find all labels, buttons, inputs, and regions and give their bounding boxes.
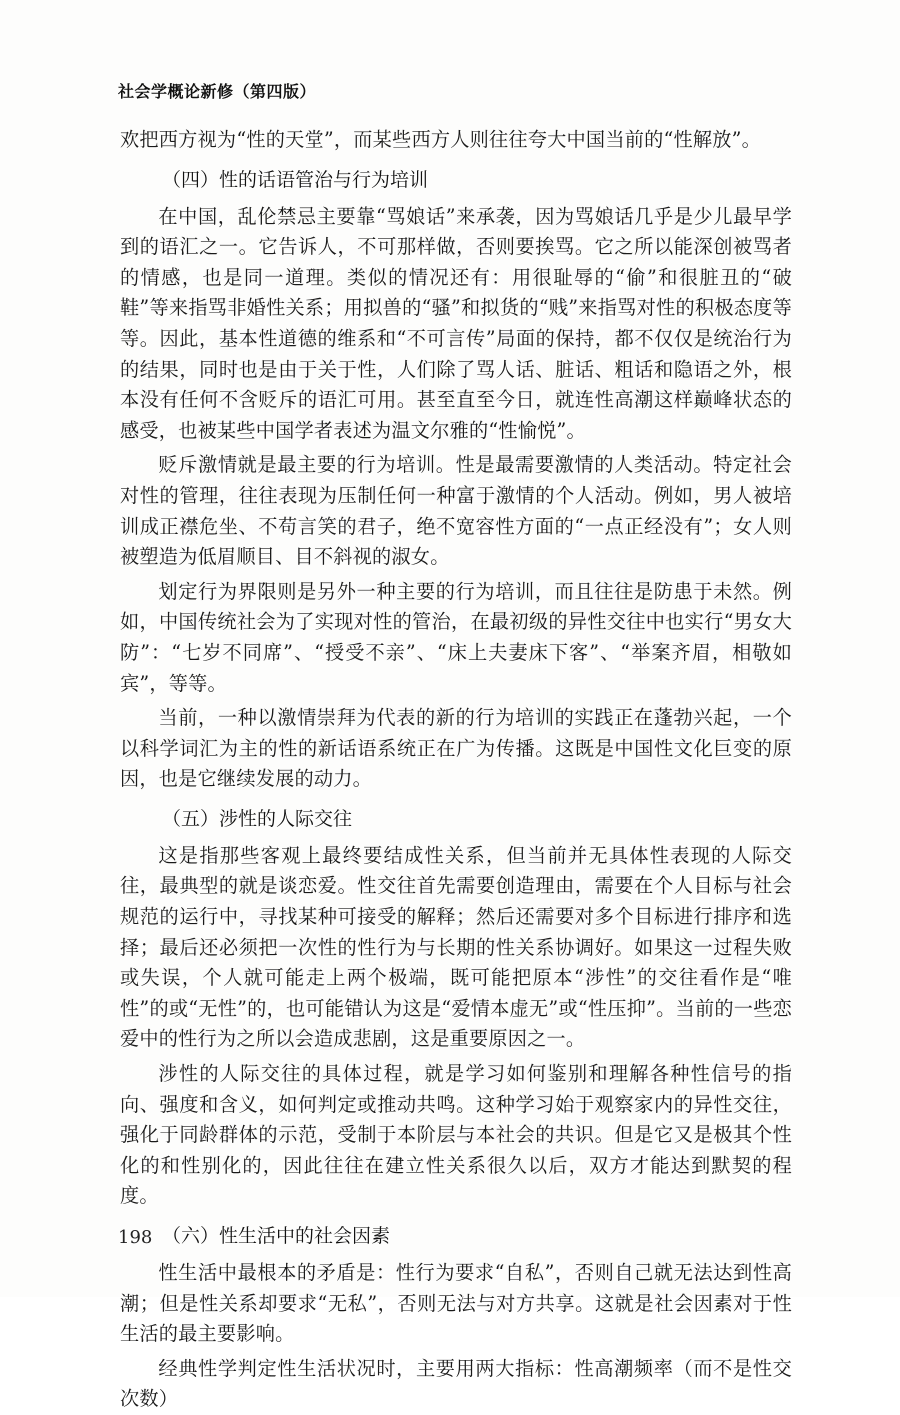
continued-paragraph: 欢把西方视为“性的天堂”，而某些西方人则往往夸大中国当前的“性解放”。 xyxy=(120,128,762,151)
paragraph: 性生活中最根本的矛盾是：性行为要求“自私”，否则自己就无法达到性高潮；但是性关系却要求“无私”，否则无法与对方共享。这就是社会因素对于性生活的最主要影响。 xyxy=(120,1261,792,1346)
paragraph: 在中国，乱伦禁忌主要靠“骂娘话”来承袭，因为骂娘话几乎是少儿最早学到的语汇之一。它告诉人，不可那样做，否则要挨骂。它之所以能深创被骂者的情感，也是同一道理。类似的情况还有：用很耻辱的“偷”和很脏丑的“破鞋”等来指骂非婚性关系；用拟兽的“骚”和拟货的“贱”来指骂对性的积极态度等等。因此，基本性道德的维系和“不可言传”局面的保持，都不仅仅是统治行为的结果，同时也是由于关于性，人们除了骂人话、脏话、粗话和隐语之外，根本没有任何不含贬斥的语汇可用。甚至直至今日，就连性高潮这样巅峰状态的感受，也被某些中国学者表述为温文尔雅的“性愉悦”。 xyxy=(120,204,792,442)
paragraph: 当前，一种以激情崇拜为代表的新的行为培训的实践正在蓬勃兴起，一个以科学词汇为主的性的新话语系统正在广为传播。这既是中国性文化巨变的原因，也是它继续发展的动力。 xyxy=(120,706,792,791)
paragraph: 这是指那些客观上最终要结成性关系，但当前并无具体性表现的人际交往，最典型的就是谈恋爱。性交往首先需要创造理由，需要在个人目标与社会规范的运行中，寻找某种可接受的解释；然后还需要对多个目标进行排序和选择；最后还必须把一次性的性行为与长期的性关系协调好。如果这一过程失败或失误，个人就可能走上两个极端，既可能把原本“涉性”的交往看作是“唯性”的或“无性”的，也可能错认为这是“爱情本虚无”或“性压抑”。当前的一些恋爱中的性行为之所以会造成悲剧，这是重要原因之一。 xyxy=(120,843,792,1051)
page-number: 198 xyxy=(118,1227,153,1248)
section-heading-5: （五）涉性的人际交往 xyxy=(162,807,353,830)
section-heading-4: （四）性的话语管治与行为培训 xyxy=(162,168,429,191)
paragraph: 划定行为界限则是另外一种主要的行为培训，而且往往是防患于未然。例如，中国传统社会为了实现对性的管治，在最初级的异性交往中也实行“男女大防”：“七岁不同席”、“授受不亲”、“床上夫妻床下客”、“举案齐眉，相敬如宾”，等等。 xyxy=(120,579,792,695)
paragraph: 经典性学判定性生活状况时，主要用两大指标：性高潮频率（而不是性交次数） xyxy=(120,1356,792,1411)
paragraph: 涉性的人际交往的具体过程，就是学习如何鉴别和理解各种性信号的指向、强度和含义，如何判定或推动共鸣。这种学习始于观察家内的异性交往，强化于同龄群体的示范，受制于本阶层与本社会的共识。但是它又是极其个性化的和性别化的，因此往往在建立性关系很久以后，双方才能达到默契的程度。 xyxy=(120,1062,792,1208)
body-text xyxy=(120,125,792,1415)
section-heading-6: （六）性生活中的社会因素 xyxy=(162,1225,391,1247)
running-header: 社会学概论新修（第四版） xyxy=(118,82,317,101)
paragraph: 贬斥激情就是最主要的行为培训。性是最需要激情的人类活动。特定社会对性的管理，往往表现为压制任何一种富于激情的个人活动。例如，男人被培训成正襟危坐、不苟言笑的君子，绝不宽容性方面的“一点正经没有”；女人则被塑造为低眉顺目、目不斜视的淑女。 xyxy=(120,453,792,569)
